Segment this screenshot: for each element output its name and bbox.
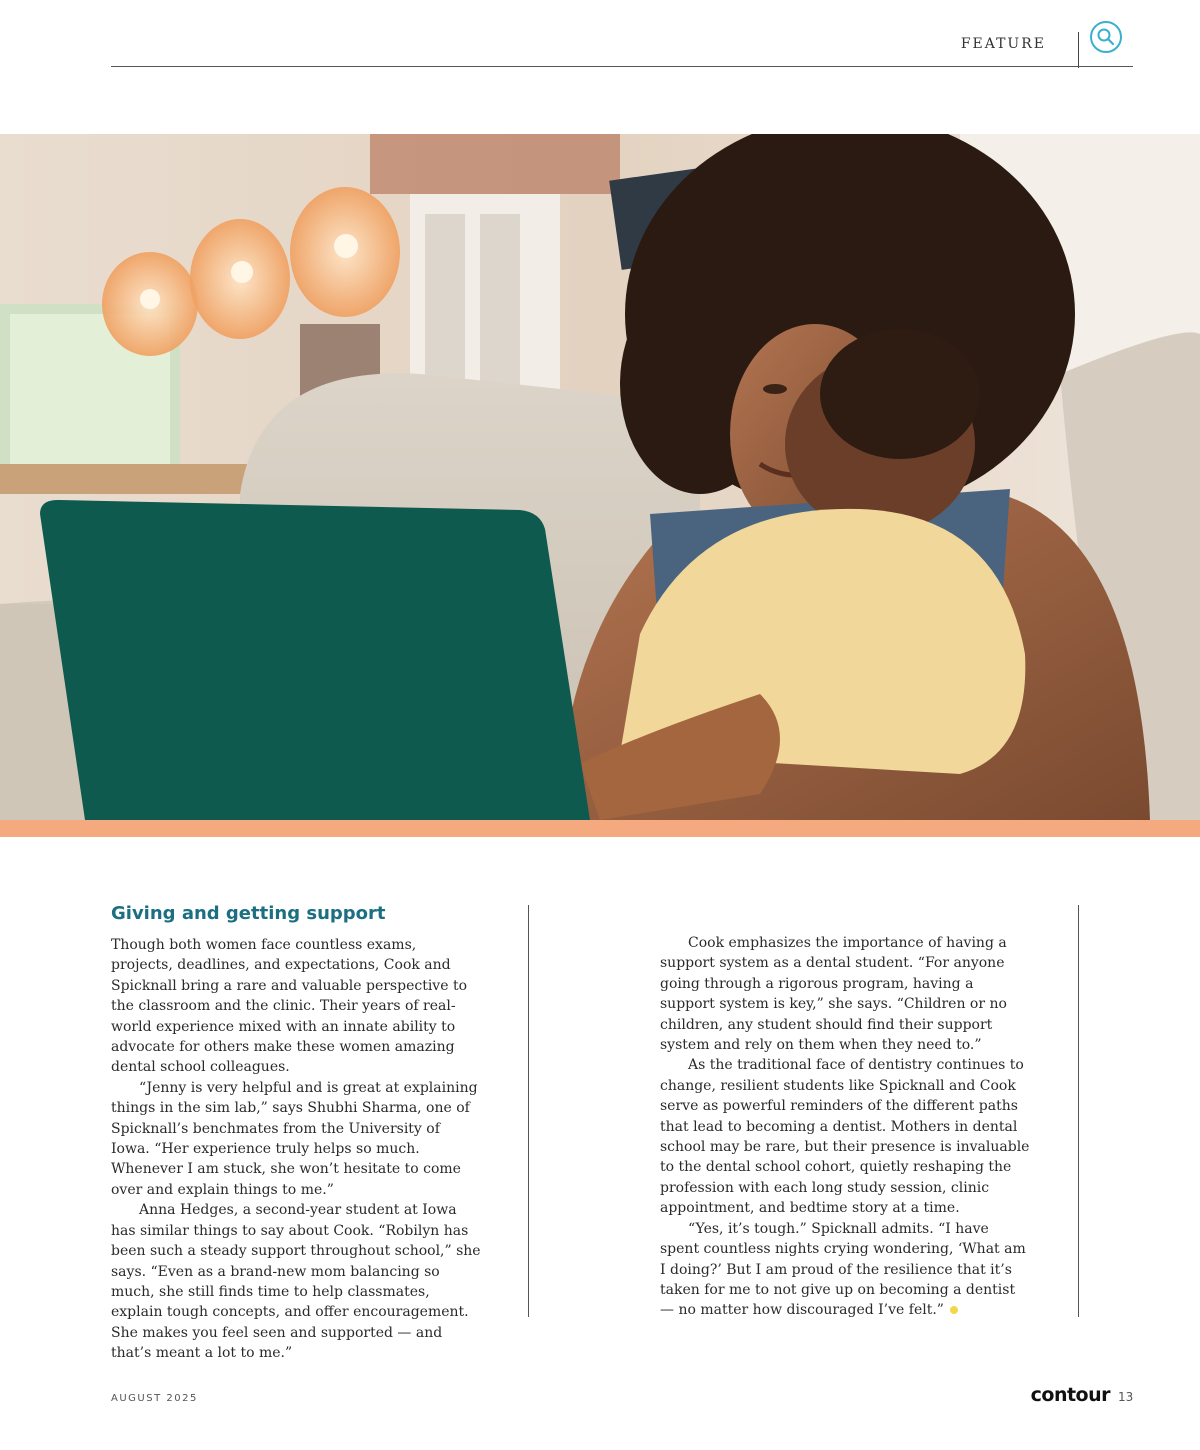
header-divider [1078,32,1079,68]
hero-photo [0,134,1200,820]
paragraph: Anna Hedges, a second-year student at Iowa has similar things to say about Cook. “Robilyn has been such a steady support throughout school,” she says. “Even as a brand-new mom balancing so much, she still finds time to help classmates, explain tough concepts, and offer encouragement. She makes you feel seen and supported — and that’s meant a lot to me.” [111,1202,481,1362]
paragraph: Cook emphasizes the importance of having a support system as a dental student. “For anyone going through a rigorous program, having a support system is key,” she says. “Children or no children, any student should find their support system and rely on them when they need to.” [660,935,1007,1054]
paragraph: As the traditional face of dentistry continues to change, resilient students like Spicknall and Cook serve as powerful reminders of the different paths that lead to becoming a dentist. Mothers in dental school may be rare, but their presence is invaluable to the dental school cohort, quietly reshaping the profession with each long study session, clinic appointment, and bedtime story at a time. [660,1057,1030,1217]
accent-bar [0,820,1200,837]
search-icon [1096,27,1116,47]
paragraph-text: “Yes, it’s tough.” Spicknall admits. “I have spent countless nights crying wondering, ‘What am I doing?’ But I am proud of the resilience that it’s taken for me to not give up on becoming a dentist — no matter how discouraged I’ve felt.” [660,1220,1026,1319]
magazine-logo: contour [1030,1384,1110,1406]
paragraph-last [660,1219,1030,1321]
section-label: FEATURE [960,36,1046,52]
header-rule [111,66,1133,67]
end-mark-icon [950,1306,958,1314]
article-column-right [660,933,1030,1321]
search-button[interactable] [1090,21,1122,53]
article-column-left [111,902,481,1364]
column-divider [528,905,529,1317]
column-divider [1078,905,1079,1317]
paragraph: “Jenny is very helpful and is great at explaining things in the sim lab,” says Shubhi Sharma, one of Spicknall’s benchmates from the University of Iowa. “Her experience truly helps so much. Whenever I am stuck, she won’t hesitate to come over and explain things to me.” [111,1079,478,1198]
page-number: 13 [1118,1390,1134,1404]
section-heading: Giving and getting support [111,903,386,924]
issue-date: AUGUST 2025 [111,1393,198,1404]
paragraph: Though both women face countless exams, projects, deadlines, and expectations, Cook and Spicknall bring a rare and valuable perspective to the classroom and the clinic. Their years of real-world experience mixed with an innate ability to advocate for others make these women amazing dental school colleagues. [111,937,468,1076]
